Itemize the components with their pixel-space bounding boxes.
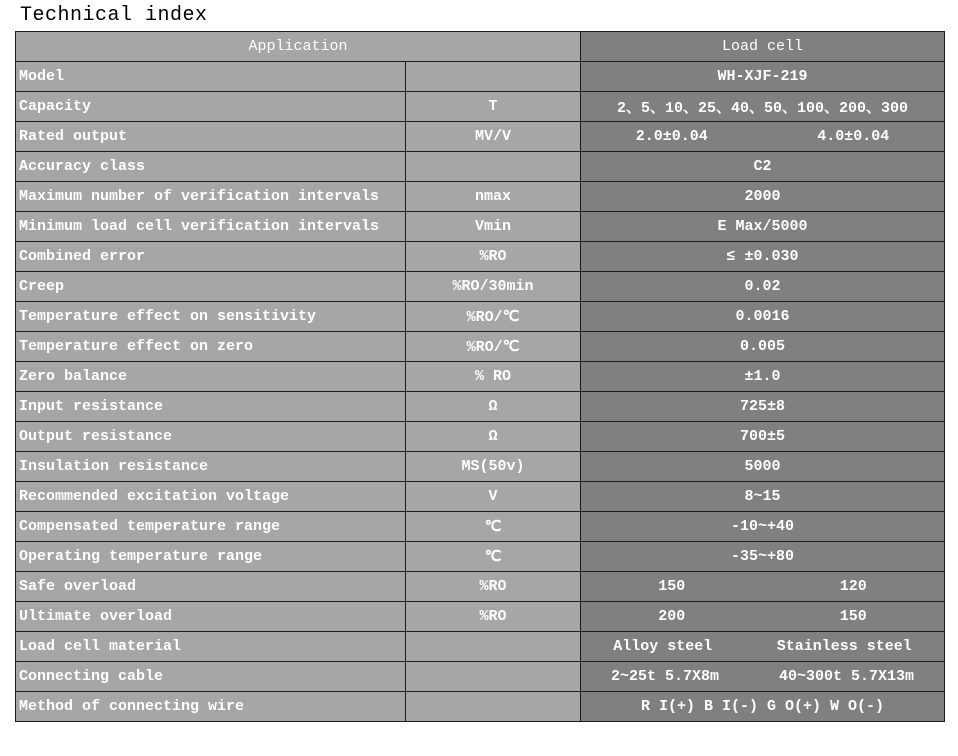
- table-row: [16, 632, 945, 662]
- param-name: Recommended excitation voltage: [16, 482, 406, 512]
- table-row: [16, 302, 945, 332]
- value-item: 200: [658, 608, 686, 625]
- param-unit: [406, 62, 581, 92]
- param-unit: ℃: [406, 542, 581, 572]
- value-item: Stainless steel: [776, 638, 912, 655]
- table-row: [16, 62, 945, 92]
- param-value: [581, 632, 945, 662]
- value-item: 150: [839, 608, 867, 625]
- param-value: 5000: [581, 452, 945, 482]
- param-value: 2000: [581, 182, 945, 212]
- value-pair: [581, 608, 944, 625]
- param-name: Rated output: [16, 122, 406, 152]
- param-name: Maximum number of verification intervals: [16, 182, 406, 212]
- param-unit: [406, 152, 581, 182]
- param-value: 0.005: [581, 332, 945, 362]
- param-unit: [406, 662, 581, 692]
- param-unit: T: [406, 92, 581, 122]
- param-value: 2、5、10、25、40、50、100、200、300: [581, 92, 945, 122]
- param-name: Connecting cable: [16, 662, 406, 692]
- table-row: [16, 662, 945, 692]
- table-row: [16, 92, 945, 122]
- table-header-row: [16, 32, 945, 62]
- value-item: 2.0±0.04: [635, 128, 708, 145]
- param-name: Model: [16, 62, 406, 92]
- param-unit: % RO: [406, 362, 581, 392]
- param-value: 700±5: [581, 422, 945, 452]
- table-row: [16, 482, 945, 512]
- application-header: Application: [16, 32, 581, 62]
- value-item: 120: [839, 578, 867, 595]
- table-row: [16, 452, 945, 482]
- spec-table: [15, 31, 945, 722]
- value-pair: [581, 668, 944, 685]
- param-unit: %RO: [406, 602, 581, 632]
- param-name: Output resistance: [16, 422, 406, 452]
- value-pair: [581, 638, 944, 655]
- param-name: Minimum load cell verification intervals: [16, 212, 406, 242]
- page-title: Technical index: [20, 4, 208, 27]
- param-unit: V: [406, 482, 581, 512]
- table-row: [16, 332, 945, 362]
- param-unit: Ω: [406, 392, 581, 422]
- table-row: [16, 692, 945, 722]
- spec-table-body: [16, 62, 945, 722]
- param-unit: %RO: [406, 242, 581, 272]
- param-value: C2: [581, 152, 945, 182]
- param-name: Compensated temperature range: [16, 512, 406, 542]
- table-row: [16, 512, 945, 542]
- table-row: [16, 392, 945, 422]
- value-item: 2~25t 5.7X8m: [610, 668, 720, 685]
- param-value: [581, 122, 945, 152]
- table-row: [16, 272, 945, 302]
- param-value: ≤ ±0.030: [581, 242, 945, 272]
- param-name: Ultimate overload: [16, 602, 406, 632]
- table-row: [16, 122, 945, 152]
- table-row: [16, 362, 945, 392]
- param-unit: Ω: [406, 422, 581, 452]
- param-value: 725±8: [581, 392, 945, 422]
- param-value: R I(+) B I(-) G O(+) W O(-): [581, 692, 945, 722]
- param-value: ±1.0: [581, 362, 945, 392]
- param-value: WH-XJF-219: [581, 62, 945, 92]
- param-unit: [406, 692, 581, 722]
- param-unit: Vmin: [406, 212, 581, 242]
- param-name: Combined error: [16, 242, 406, 272]
- table-row: [16, 542, 945, 572]
- table-row: [16, 572, 945, 602]
- param-name: Temperature effect on zero: [16, 332, 406, 362]
- param-unit: nmax: [406, 182, 581, 212]
- param-name: Temperature effect on sensitivity: [16, 302, 406, 332]
- table-row: [16, 152, 945, 182]
- table-row: [16, 182, 945, 212]
- param-unit: %RO: [406, 572, 581, 602]
- param-unit: %RO/℃: [406, 332, 581, 362]
- param-value: 0.02: [581, 272, 945, 302]
- param-value: E Max/5000: [581, 212, 945, 242]
- param-value: -10~+40: [581, 512, 945, 542]
- param-unit: %RO/℃: [406, 302, 581, 332]
- param-value: [581, 572, 945, 602]
- param-unit: MV/V: [406, 122, 581, 152]
- param-name: Accuracy class: [16, 152, 406, 182]
- param-unit: ℃: [406, 512, 581, 542]
- load-cell-header: Load cell: [581, 32, 945, 62]
- table-row: [16, 212, 945, 242]
- table-row: [16, 242, 945, 272]
- value-item: Alloy steel: [613, 638, 713, 655]
- param-name: Capacity: [16, 92, 406, 122]
- table-row: [16, 602, 945, 632]
- param-value: 8~15: [581, 482, 945, 512]
- param-name: Creep: [16, 272, 406, 302]
- param-name: Input resistance: [16, 392, 406, 422]
- value-pair: [581, 578, 944, 595]
- param-name: Zero balance: [16, 362, 406, 392]
- param-value: [581, 662, 945, 692]
- param-unit: MS(50v): [406, 452, 581, 482]
- value-item: 150: [658, 578, 686, 595]
- value-item: 40~300t 5.7X13m: [778, 668, 915, 685]
- param-name: Safe overload: [16, 572, 406, 602]
- value-pair: [581, 128, 944, 145]
- param-unit: [406, 632, 581, 662]
- param-name: Operating temperature range: [16, 542, 406, 572]
- table-row: [16, 422, 945, 452]
- param-name: Method of connecting wire: [16, 692, 406, 722]
- param-value: [581, 602, 945, 632]
- param-name: Insulation resistance: [16, 452, 406, 482]
- param-name: Load cell material: [16, 632, 406, 662]
- value-item: 4.0±0.04: [817, 128, 890, 145]
- param-value: -35~+80: [581, 542, 945, 572]
- param-value: 0.0016: [581, 302, 945, 332]
- param-unit: %RO/30min: [406, 272, 581, 302]
